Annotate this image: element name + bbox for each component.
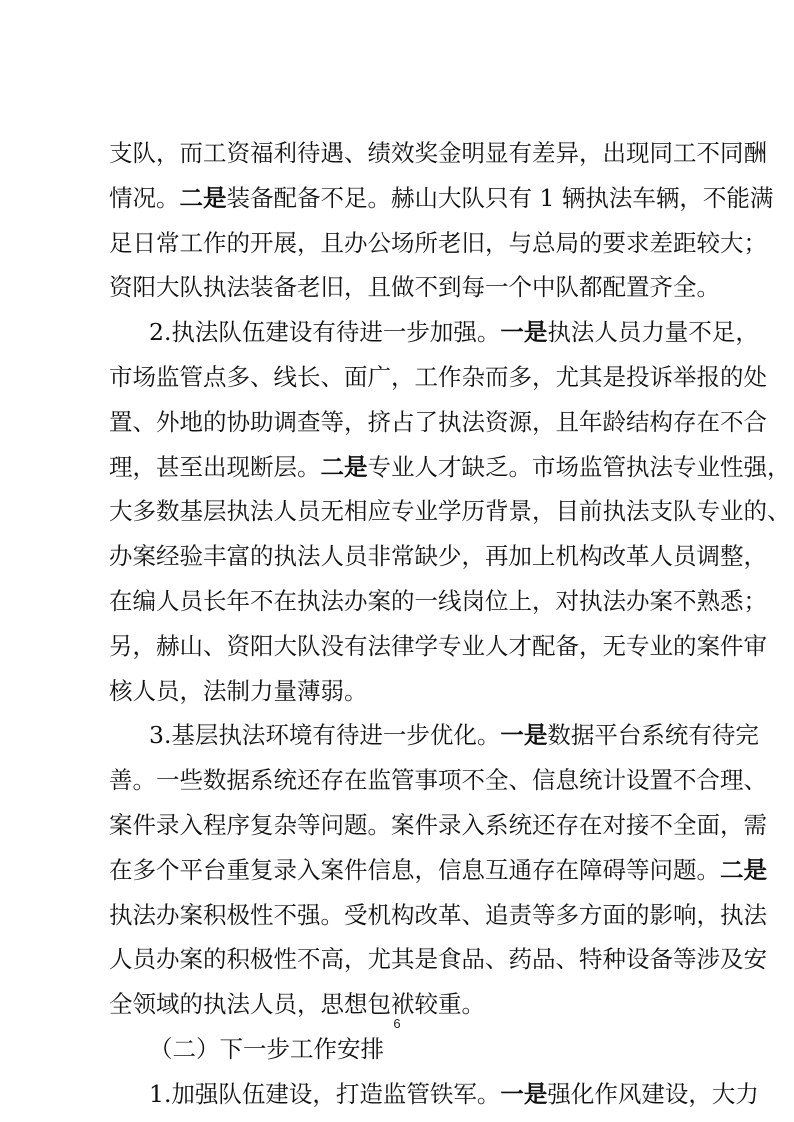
text-run: 资阳大队执法装备老旧，且做不到每一个中队都配置齐全。 xyxy=(109,273,720,302)
text-run: 1.加强队伍建设，打造监管铁军。 xyxy=(149,1079,501,1108)
text-run: 办案经验丰富的执法人员非常缺少，再加上机构改革人员调整， xyxy=(109,542,767,571)
text-line xyxy=(109,848,767,892)
text-run: 全领域的执法人员，思想包袱较重。 xyxy=(109,990,485,1019)
text-line xyxy=(109,265,720,309)
bold-marker: 二是 xyxy=(320,452,368,481)
text-run: 另，赫山、资阳大队没有法律学专业人才配备，无专业的案件审 xyxy=(109,631,767,660)
text-line xyxy=(109,131,767,175)
text-run: （二）下一步工作安排 xyxy=(149,1035,384,1063)
text-run: 大多数基层执法人员无相应专业学历背景，目前执法支队专业的、 xyxy=(109,497,791,526)
text-line xyxy=(109,669,697,713)
text-run: 人员办案的积极性不高，尤其是食品、药品、特种设备等涉及安 xyxy=(109,945,767,974)
text-run: 案件录入程序复杂等问题。案件录入系统还存在对接不全面，需 xyxy=(109,811,767,839)
text-run: 强化作风建设，大力 xyxy=(547,1079,759,1108)
text-line xyxy=(109,176,774,220)
text-run: 情况。 xyxy=(109,183,180,212)
text-run: 支队，而工资福利待遇、绩效奖金明显有差异，出现同工不同酬 xyxy=(109,139,767,167)
text-run: 核人员，法制力量薄弱。 xyxy=(109,676,368,705)
text-line xyxy=(149,310,759,354)
text-run: 3.基层执法环境有待进一步优化。 xyxy=(149,721,501,750)
text-run: 在多个平台重复录入案件信息，信息互通存在障碍等问题。 xyxy=(109,855,720,884)
text-line xyxy=(109,803,767,847)
text-line xyxy=(109,624,767,668)
text-line xyxy=(109,400,767,444)
text-run: 置、外地的协助调查等，挤占了执法资源，且年龄结构存在不合 xyxy=(109,407,767,436)
text-run: 足日常工作的开展，且办公场所老旧，与总局的要求差距较大； xyxy=(109,228,767,257)
text-line xyxy=(149,1027,697,1071)
text-line xyxy=(109,534,767,578)
text-run: 市场监管点多、线长、面广，工作杂而多，尤其是投诉举报的处 xyxy=(109,363,767,391)
text-run: 善。一些数据系统还存在监管事项不全、信息统计设置不合理、 xyxy=(109,766,767,795)
text-line xyxy=(109,937,767,981)
text-run: 专业人才缺乏。市场监管执法专业性强， xyxy=(367,452,791,481)
text-run: 理，甚至出现断层。 xyxy=(109,452,321,481)
text-line xyxy=(109,893,767,937)
text-line xyxy=(149,1072,759,1116)
bold-marker: 一是 xyxy=(500,721,548,750)
text-run: 装备配备不足。赫山大队只有 1 辆执法车辆，不能满 xyxy=(226,183,774,212)
text-run: 2.执法队伍建设有待进一步加强。 xyxy=(149,318,501,347)
text-line xyxy=(109,758,767,802)
text-line xyxy=(109,445,791,489)
bold-marker: 二是 xyxy=(179,183,227,212)
text-line xyxy=(109,355,767,399)
bold-marker: 一是 xyxy=(500,318,548,347)
text-line xyxy=(109,579,767,623)
page-number: 6 xyxy=(393,1016,401,1031)
text-line xyxy=(109,489,791,533)
text-run: 数据平台系统有待完 xyxy=(547,721,759,750)
text-run: 执法人员力量不足， xyxy=(547,318,759,347)
bold-marker: 二是 xyxy=(720,855,767,884)
text-line xyxy=(149,713,759,757)
bold-marker: 一是 xyxy=(500,1079,548,1108)
text-run: 执法办案积极性不强。受机构改革、追责等多方面的影响，执法 xyxy=(109,900,767,929)
text-line xyxy=(109,221,767,265)
text-run: 在编人员长年不在执法办案的一线岗位上，对执法办案不熟悉； xyxy=(109,587,767,615)
